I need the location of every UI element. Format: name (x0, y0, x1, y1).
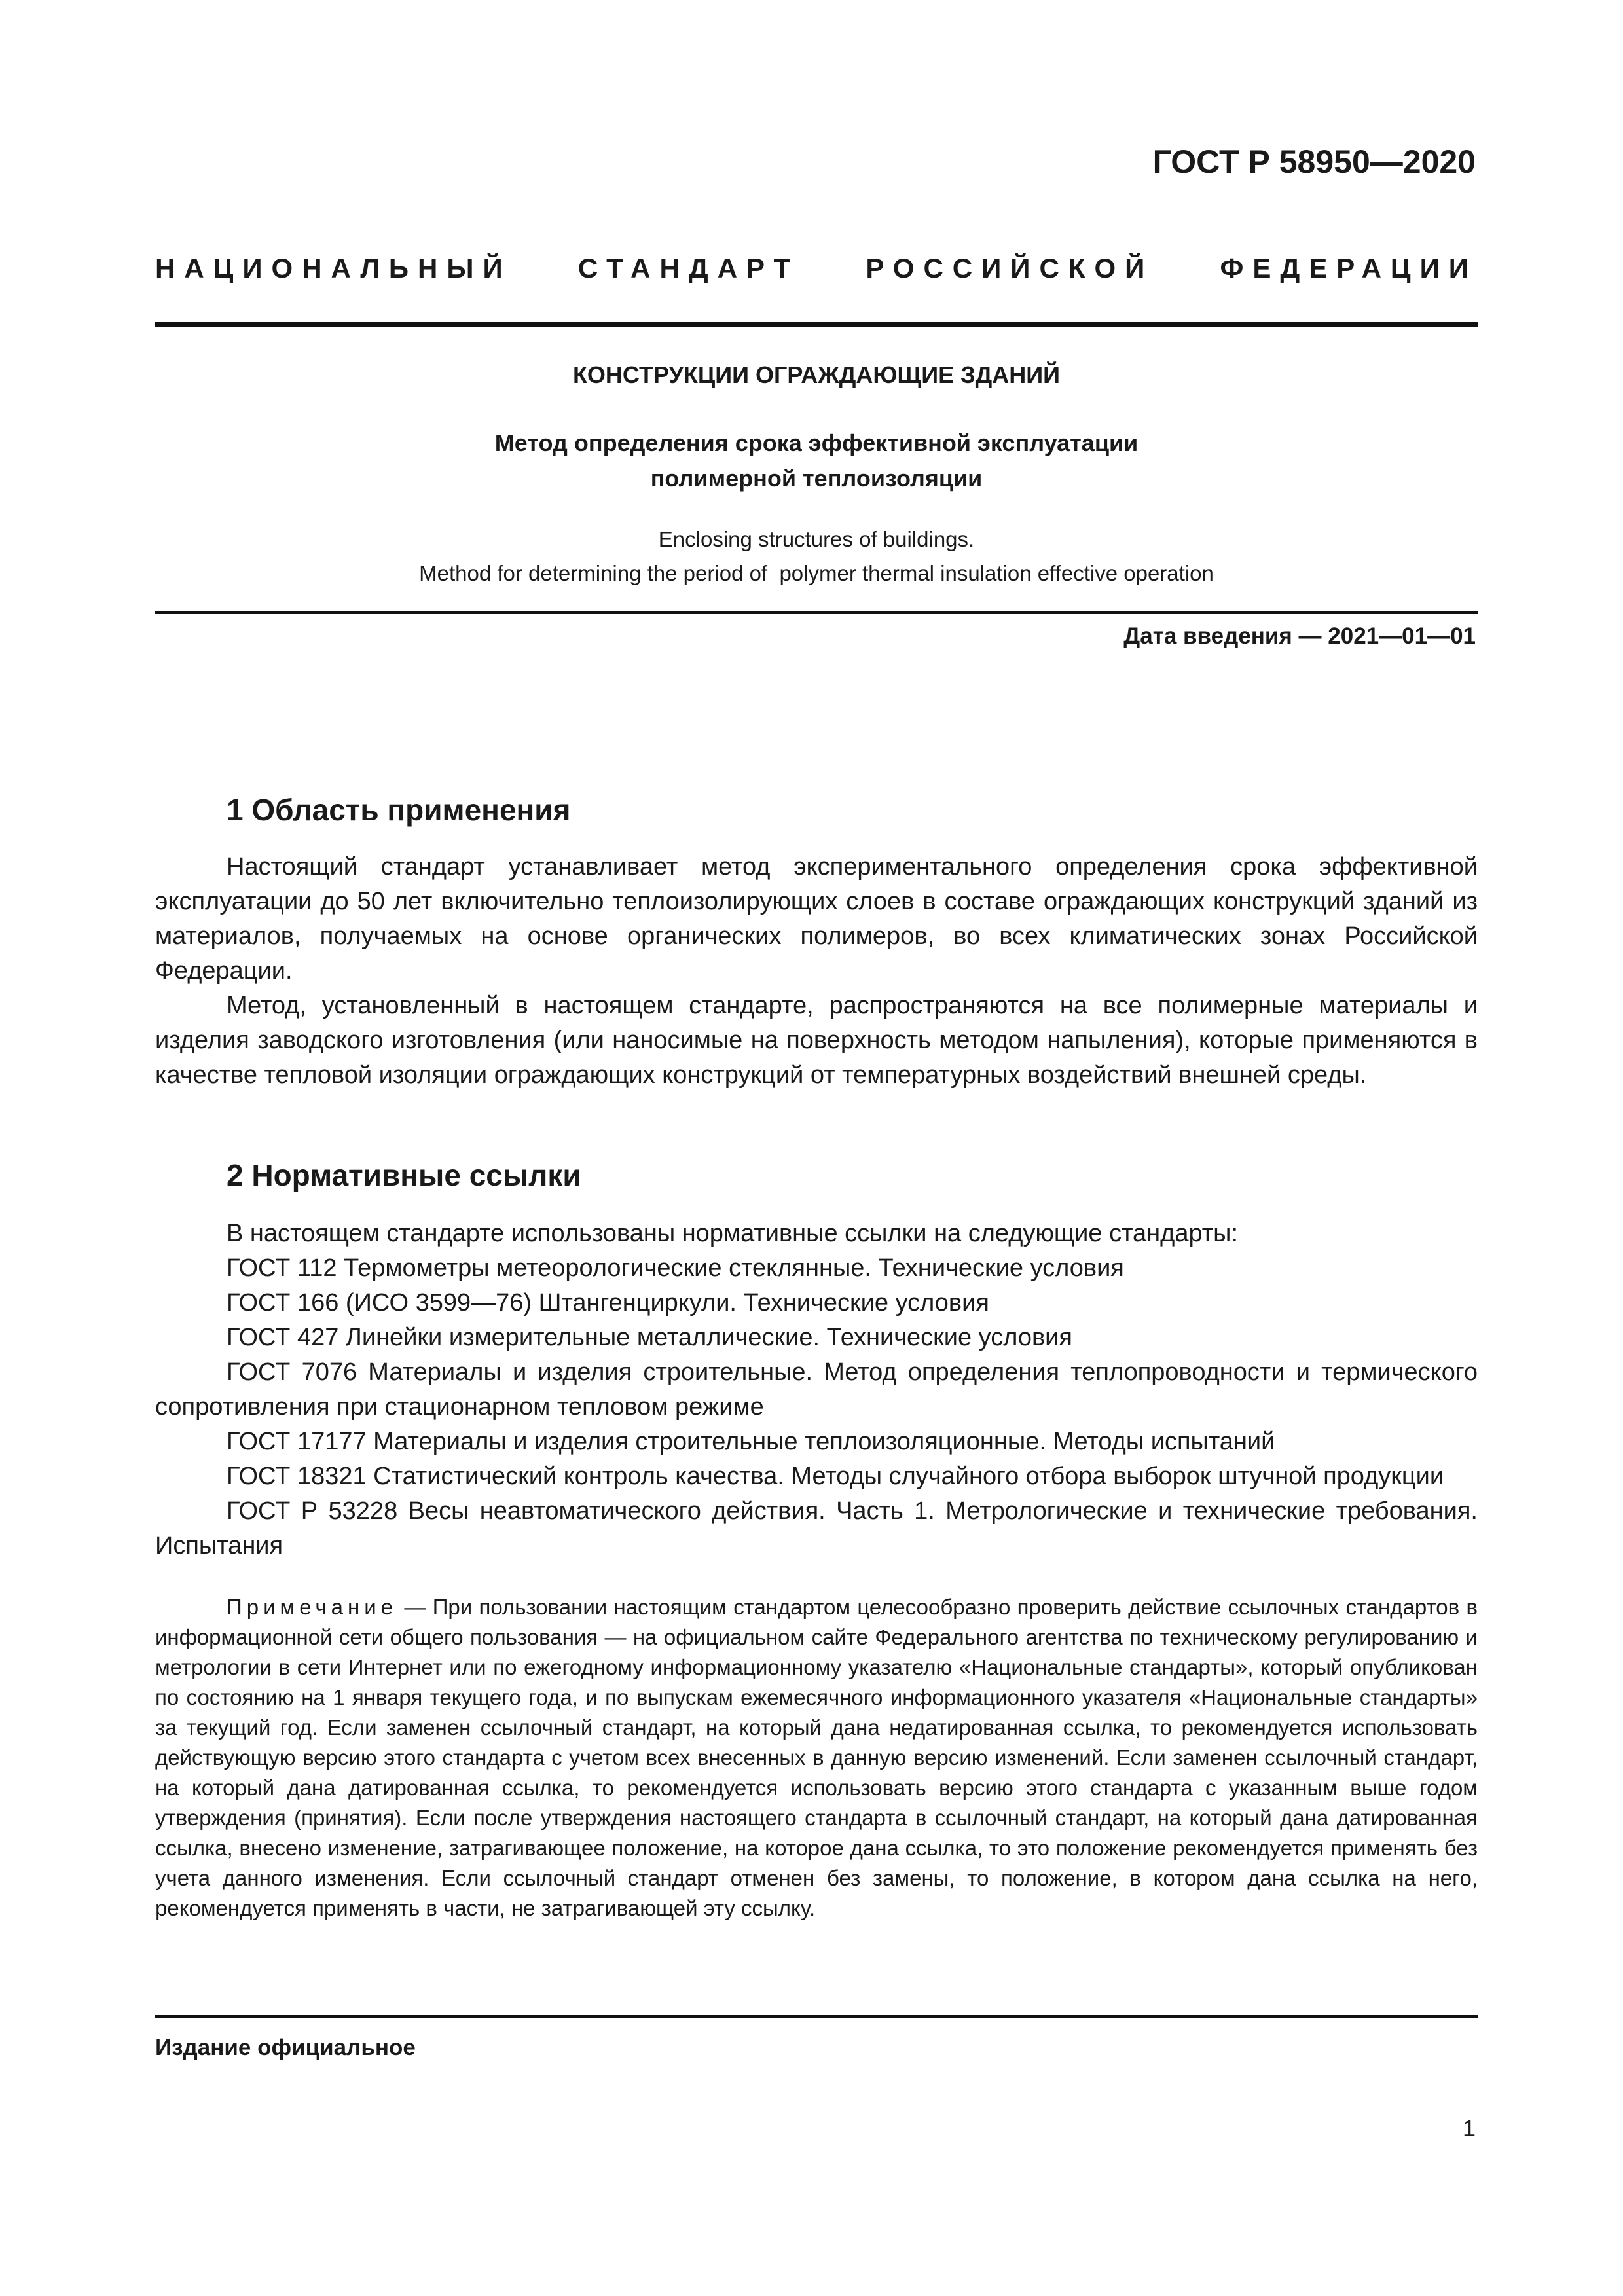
reference-item: ГОСТ 18321 Статистический контроль качества. Методы случайного отбора выборок штучной продукции (227, 1463, 1444, 1490)
national-standard-header: НАЦИОНАЛЬНЫЙ СТАНДАРТ РОССИЙСКОЙ ФЕДЕРАЦИИ (155, 253, 1478, 283)
reference-item: ГОСТ 166 (ИСО 3599—76) Штангенциркули. Технические условия (227, 1289, 989, 1317)
subtitle-line: Метод определения срока эффективной эксплуатации (494, 429, 1139, 456)
english-title-line: Enclosing structures of buildings. (658, 527, 975, 551)
section-body-references (155, 1216, 1478, 1563)
english-title (155, 522, 1478, 591)
paragraph: Настоящий стандарт устанавливает метод экспериментального определения срока эффективной эксплуатации до 50 лет включительно теплоизолирующих слоев в составе ограждающих конструкций зданий из материалов, получаемых на основе органических полимеров, во всех климатических зонах Российской Федерации. (155, 853, 1478, 985)
note-paragraph (155, 1592, 1478, 1923)
paragraph: Метод, установленный в настоящем стандарте, распространяются на все полимерные материалы и изделия заводского изготовления (или наносимые на поверхность методом напыления), которые применяются в качестве тепловой изоляции ограждающих конструкций от температурных воздействий внешней среды. (155, 992, 1478, 1089)
document-subtitle (155, 426, 1478, 496)
note-label: Примечание (227, 1595, 398, 1619)
introduction-date: Дата введения — 2021—01—01 (1123, 623, 1476, 649)
title-divider (155, 611, 1478, 614)
english-title-line: Method for determining the period of polymer thermal insulation effective operation (419, 561, 1214, 585)
reference-item: ГОСТ 427 Линейки измерительные металлические. Технические условия (227, 1324, 1072, 1351)
note-text: — При пользовании настоящим стандартом целесообразно проверить действие ссылочных стандартов в информационной сети общего пользования — на официальном сайте Федерального агентства по техническому регулированию и метрологии в сети Интернет или по ежегодному информационному указателю «Национальные стандарты», который опубликован по состоянию на 1 января текущего года, и по выпускам ежемесячного информационного указателя «Национальные стандарты» за текущий год. Если заменен ссылочный стандарт, на который дана недатированная ссылка, то рекомендуется использовать действующую версию этого стандарта с учетом всех внесенных в данную версию изменений. Если заменен ссылочный стандарт, на который дана датированная ссылка, то рекомендуется использовать версию этого стандарта с указанным выше годом утверждения (принятия). Если после утверждения настоящего стандарта в ссылочный стандарт, на который дана датированная ссылка, внесено изменение, затрагивающее положение, на которое дана ссылка, то это положение рекомендуется применять без учета данного изменения. Если ссылочный стандарт отменен без замены, то положение, в котором дана ссылка на него, рекомендуется применять в части, не затрагивающей эту ссылку. (155, 1595, 1478, 1920)
reference-item: ГОСТ 7076 Материалы и изделия строительные. Метод определения теплопроводности и термического сопротивления при стационарном тепловом режиме (155, 1358, 1478, 1421)
page-number: 1 (1462, 2115, 1476, 2141)
note-block (155, 1592, 1478, 1923)
header-divider (155, 322, 1478, 327)
section-heading-scope: 1 Область применения (227, 793, 571, 827)
section-body-scope (155, 850, 1478, 1093)
section-heading-references: 2 Нормативные ссылки (227, 1158, 581, 1192)
reference-item: ГОСТ 17177 Материалы и изделия строительные теплоизоляционные. Методы испытаний (227, 1428, 1275, 1455)
footer-divider (155, 2015, 1478, 2018)
edition-label: Издание официальное (155, 2035, 416, 2060)
document-title: КОНСТРУКЦИИ ОГРАЖДАЮЩИЕ ЗДАНИЙ (572, 361, 1061, 388)
reference-item: ГОСТ 112 Термометры метеорологические стеклянные. Технические условия (227, 1254, 1124, 1282)
reference-item: ГОСТ Р 53228 Весы неавтоматического действия. Часть 1. Метрологические и технические требования. Испытания (155, 1497, 1478, 1559)
document-number: ГОСТ Р 58950—2020 (1152, 143, 1476, 180)
paragraph: В настоящем стандарте использованы нормативные ссылки на следующие стандарты: (227, 1220, 1239, 1247)
subtitle-line: полимерной теплоизоляции (650, 465, 983, 492)
